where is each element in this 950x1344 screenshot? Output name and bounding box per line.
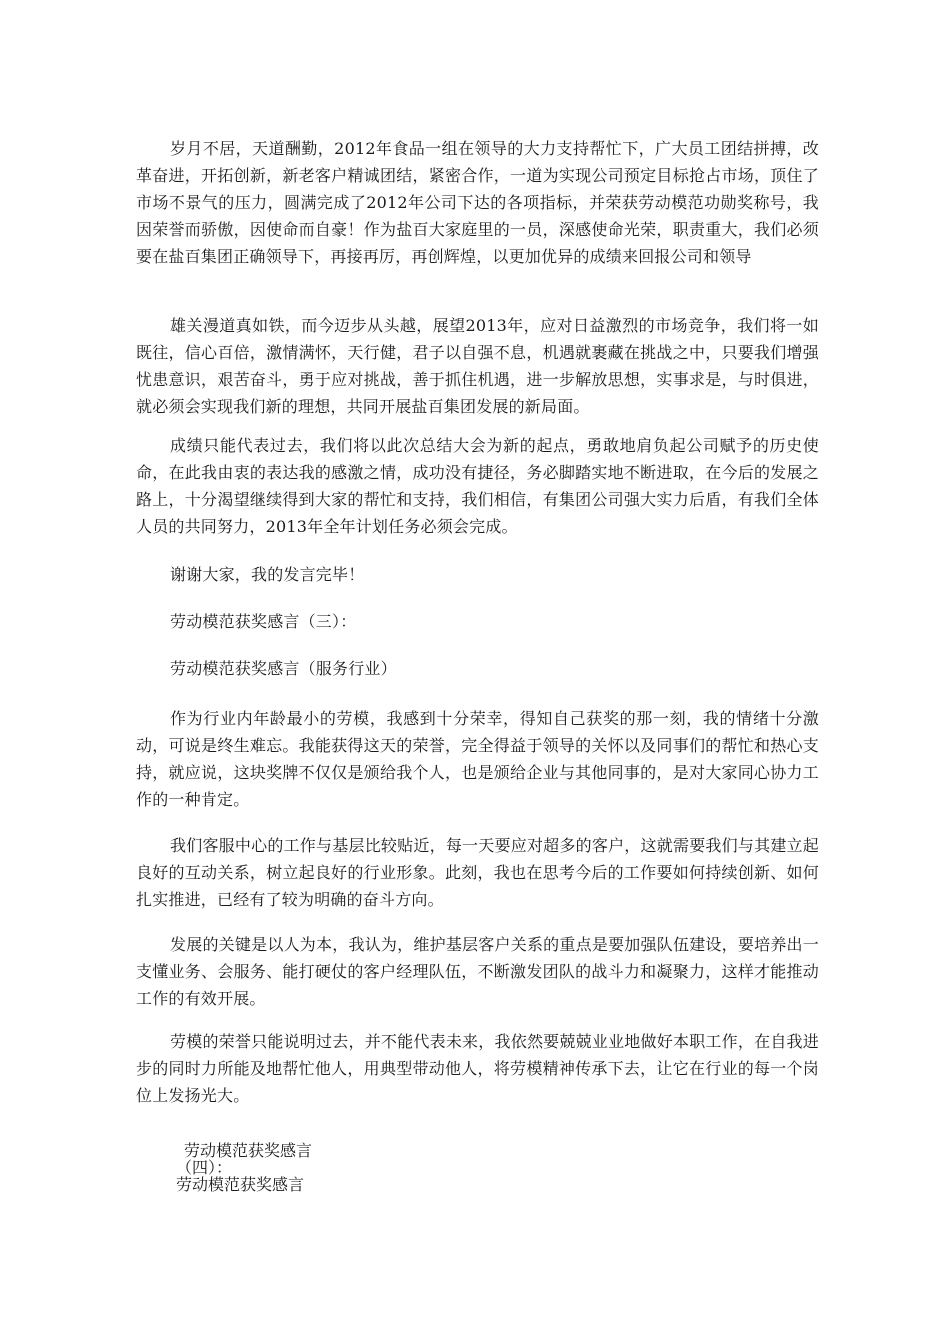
section-subheading-service: 劳动模范获奖感言（服务行业）: [170, 659, 397, 678]
closing-remark: 谢谢大家，我的发言完毕！: [170, 565, 365, 584]
heading-line-number: （四）：: [176, 1158, 233, 1177]
paragraph-3: 成绩只能代表过去，我们将以此次总结大会为新的起点，勇敢地肩负起公司赋予的历史使命，在此我由衷的表达我的感激之情，成功没有捷径，务必脚踏实地不断进取，在今后的发展之路上，十分渴望继续得到大家的帮忙和支持，我们相信，有集团公司强大实力后盾，有我们全体人员的共同努力，2013年全年计划任务必须会完成。: [136, 436, 819, 536]
heading-line-subtitle: 劳动模范获奖感言: [176, 1175, 305, 1194]
paragraph-6: 发展的关键是以人为本，我认为，维护基层客户关系的重点是要加强队伍建设，要培养出一支懂业务、会服务、能打硬仗的客户经理队伍，不断激发团队的战斗力和凝聚力，这样才能推动工作的有效开展。: [136, 935, 819, 1008]
section-heading-4: [176, 1142, 336, 1193]
heading-line-title: 劳动模范获奖感言: [184, 1141, 313, 1160]
paragraph-7: 劳模的荣誉只能说明过去，并不能代表未来，我依然要兢兢业业地做好本职工作，在自我进步的同时力所能及地帮忙他人，用典型带动他人，将劳模精神传承下去，让它在行业的每一个岗位上发扬光大。: [136, 1032, 819, 1105]
paragraph-1: 岁月不居，天道酬勤，2012年食品一组在领导的大力支持帮忙下，广大员工团结拼搏，改革奋进，开拓创新，新老客户精诚团结，紧密合作，一道为实现公司预定目标抢占市场，顶住了市场不景气的压力，圆满完成了2012年公司下达的各项指标，并荣获劳动模范功勋奖称号，我因荣誉而骄傲，因使命而自豪！作为盐百大家庭里的一员，深感使命光荣，职责重大，我们必须要在盐百集团正确领导下，再接再厉，再创辉煌，以更加优异的成绩来回报公司和领导: [136, 139, 819, 266]
section-heading-3: 劳动模范获奖感言（三）：: [170, 612, 357, 631]
paragraph-4: 作为行业内年龄最小的劳模，我感到十分荣幸，得知自己获奖的那一刻，我的情绪十分激动，可说是终生难忘。我能获得这天的荣誉，完全得益于领导的关怀以及同事们的帮忙和热心支持，就应说，这块奖牌不仅仅是颁给我个人，也是颁给企业与其他同事的，是对大家同心协力工作的一种肯定。: [136, 709, 819, 809]
paragraph-5: 我们客服中心的工作与基层比较贴近，每一天要应对超多的客户，这就需要我们与其建立起良好的互动关系，树立起良好的行业形象。此刻，我也在思考今后的工作要如何持续创新、如何扎实推进，已经有了较为明确的奋斗方向。: [136, 836, 819, 909]
paragraph-2: 雄关漫道真如铁，而今迈步从头越，展望2013年，应对日益激烈的市场竞争，我们将一如既往，信心百倍，激情满怀，天行健，君子以自强不息，机遇就裹藏在挑战之中，只要我们增强忧患意识，艰苦奋斗，勇于应对挑战，善于抓住机遇，进一步解放思想，实事求是，与时俱进，就必须会实现我们新的理想，共同开展盐百集团发展的新局面。: [136, 316, 819, 416]
